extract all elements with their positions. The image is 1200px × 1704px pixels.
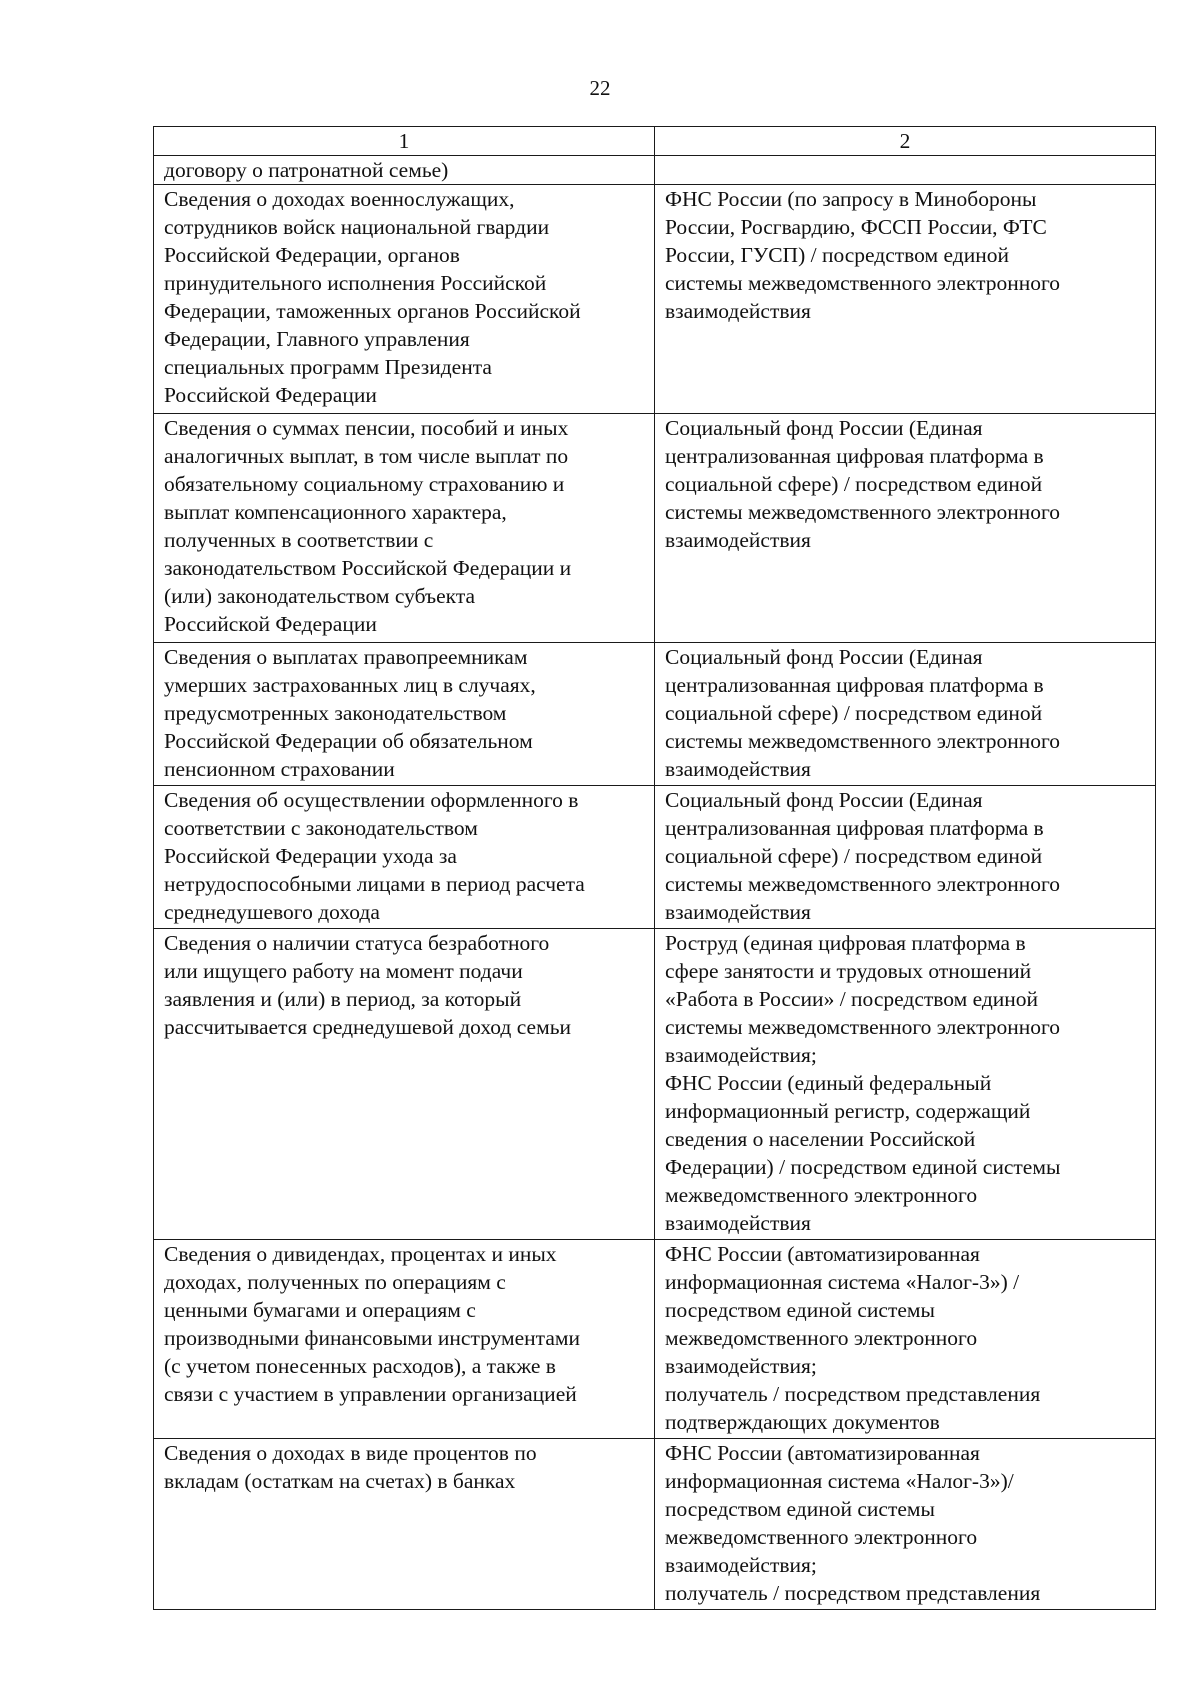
source-cell: ФНС России (автоматизированная информационная система «Налог-3»)/ посредством единой системы межведомственного электронного взаимодействия; получатель / посредством представления (655, 1439, 1156, 1610)
document-table (153, 126, 1156, 1610)
table-row (154, 786, 1156, 929)
table-row (154, 414, 1156, 643)
table-row (154, 1240, 1156, 1439)
table-header-row (154, 127, 1156, 156)
info-cell: Сведения о наличии статуса безработного или ищущего работу на момент подачи заявления и (или) в период, за который рассчитывается среднедушевой доход семьи (154, 929, 655, 1240)
info-cell: Сведения о доходах в виде процентов по вкладам (остаткам на счетах) в банках (154, 1439, 655, 1610)
info-cell: Сведения о дивидендах, процентах и иных доходах, полученных по операциям с ценными бумагами и операциям с производными финансовыми инструментами (с учетом понесенных расходов), а также в связи с участием в управлении организацией (154, 1240, 655, 1439)
column-header-2: 2 (655, 127, 1156, 156)
table-row (154, 643, 1156, 786)
table-row (154, 185, 1156, 414)
page-number: 22 (589, 76, 611, 100)
table-row (154, 156, 1156, 185)
source-cell: Социальный фонд России (Единая централизованная цифровая платформа в социальной сфере) / посредством единой системы межведомственного электронного взаимодействия (655, 643, 1156, 786)
info-cell: Сведения о выплатах правопреемникам умерших застрахованных лиц в случаях, предусмотренных законодательством Российской Федерации об обязательном пенсионном страховании (154, 643, 655, 786)
info-cell: Сведения о суммах пенсии, пособий и иных аналогичных выплат, в том числе выплат по обязательному социальному страхованию и выплат компенсационного характера, полученных в соответствии с законодательством Российской Федерации и (или) законодательством субъекта Российской Федерации (154, 414, 655, 643)
info-cell: договору о патронатной семье) (154, 156, 655, 185)
info-cell: Сведения о доходах военнослужащих, сотрудников войск национальной гвардии Российской Федерации, органов принудительного исполнения Российской Федерации, таможенных органов Российской Федерации, Главного управления специальных программ Президента Российской Федерации (154, 185, 655, 414)
table-row (154, 1439, 1156, 1610)
info-cell: Сведения об осуществлении оформленного в соответствии с законодательством Российской Федерации ухода за нетрудоспособными лицами в период расчета среднедушевого дохода (154, 786, 655, 929)
source-cell: Социальный фонд России (Единая централизованная цифровая платформа в социальной сфере) / посредством единой системы межведомственного электронного взаимодействия (655, 786, 1156, 929)
column-header-1: 1 (154, 127, 655, 156)
source-cell: Социальный фонд России (Единая централизованная цифровая платформа в социальной сфере) / посредством единой системы межведомственного электронного взаимодействия (655, 414, 1156, 643)
source-cell: ФНС России (автоматизированная информационная система «Налог-3») / посредством единой системы межведомственного электронного взаимодействия; получатель / посредством представления подтверждающих документов (655, 1240, 1156, 1439)
table-row (154, 929, 1156, 1240)
source-cell (655, 156, 1156, 185)
source-cell: Роструд (единая цифровая платформа в сфере занятости и трудовых отношений «Работа в России» / посредством единой системы межведомственного электронного взаимодействия; ФНС России (единый федеральный информационный регистр, содержащий сведения о населении Российской Федерации) / посредством единой системы межведомственного электронного взаимодействия (655, 929, 1156, 1240)
source-cell: ФНС России (по запросу в Минобороны России, Росгвардию, ФССП России, ФТС России, ГУСП) / посредством единой системы межведомственного электронного взаимодействия (655, 185, 1156, 414)
